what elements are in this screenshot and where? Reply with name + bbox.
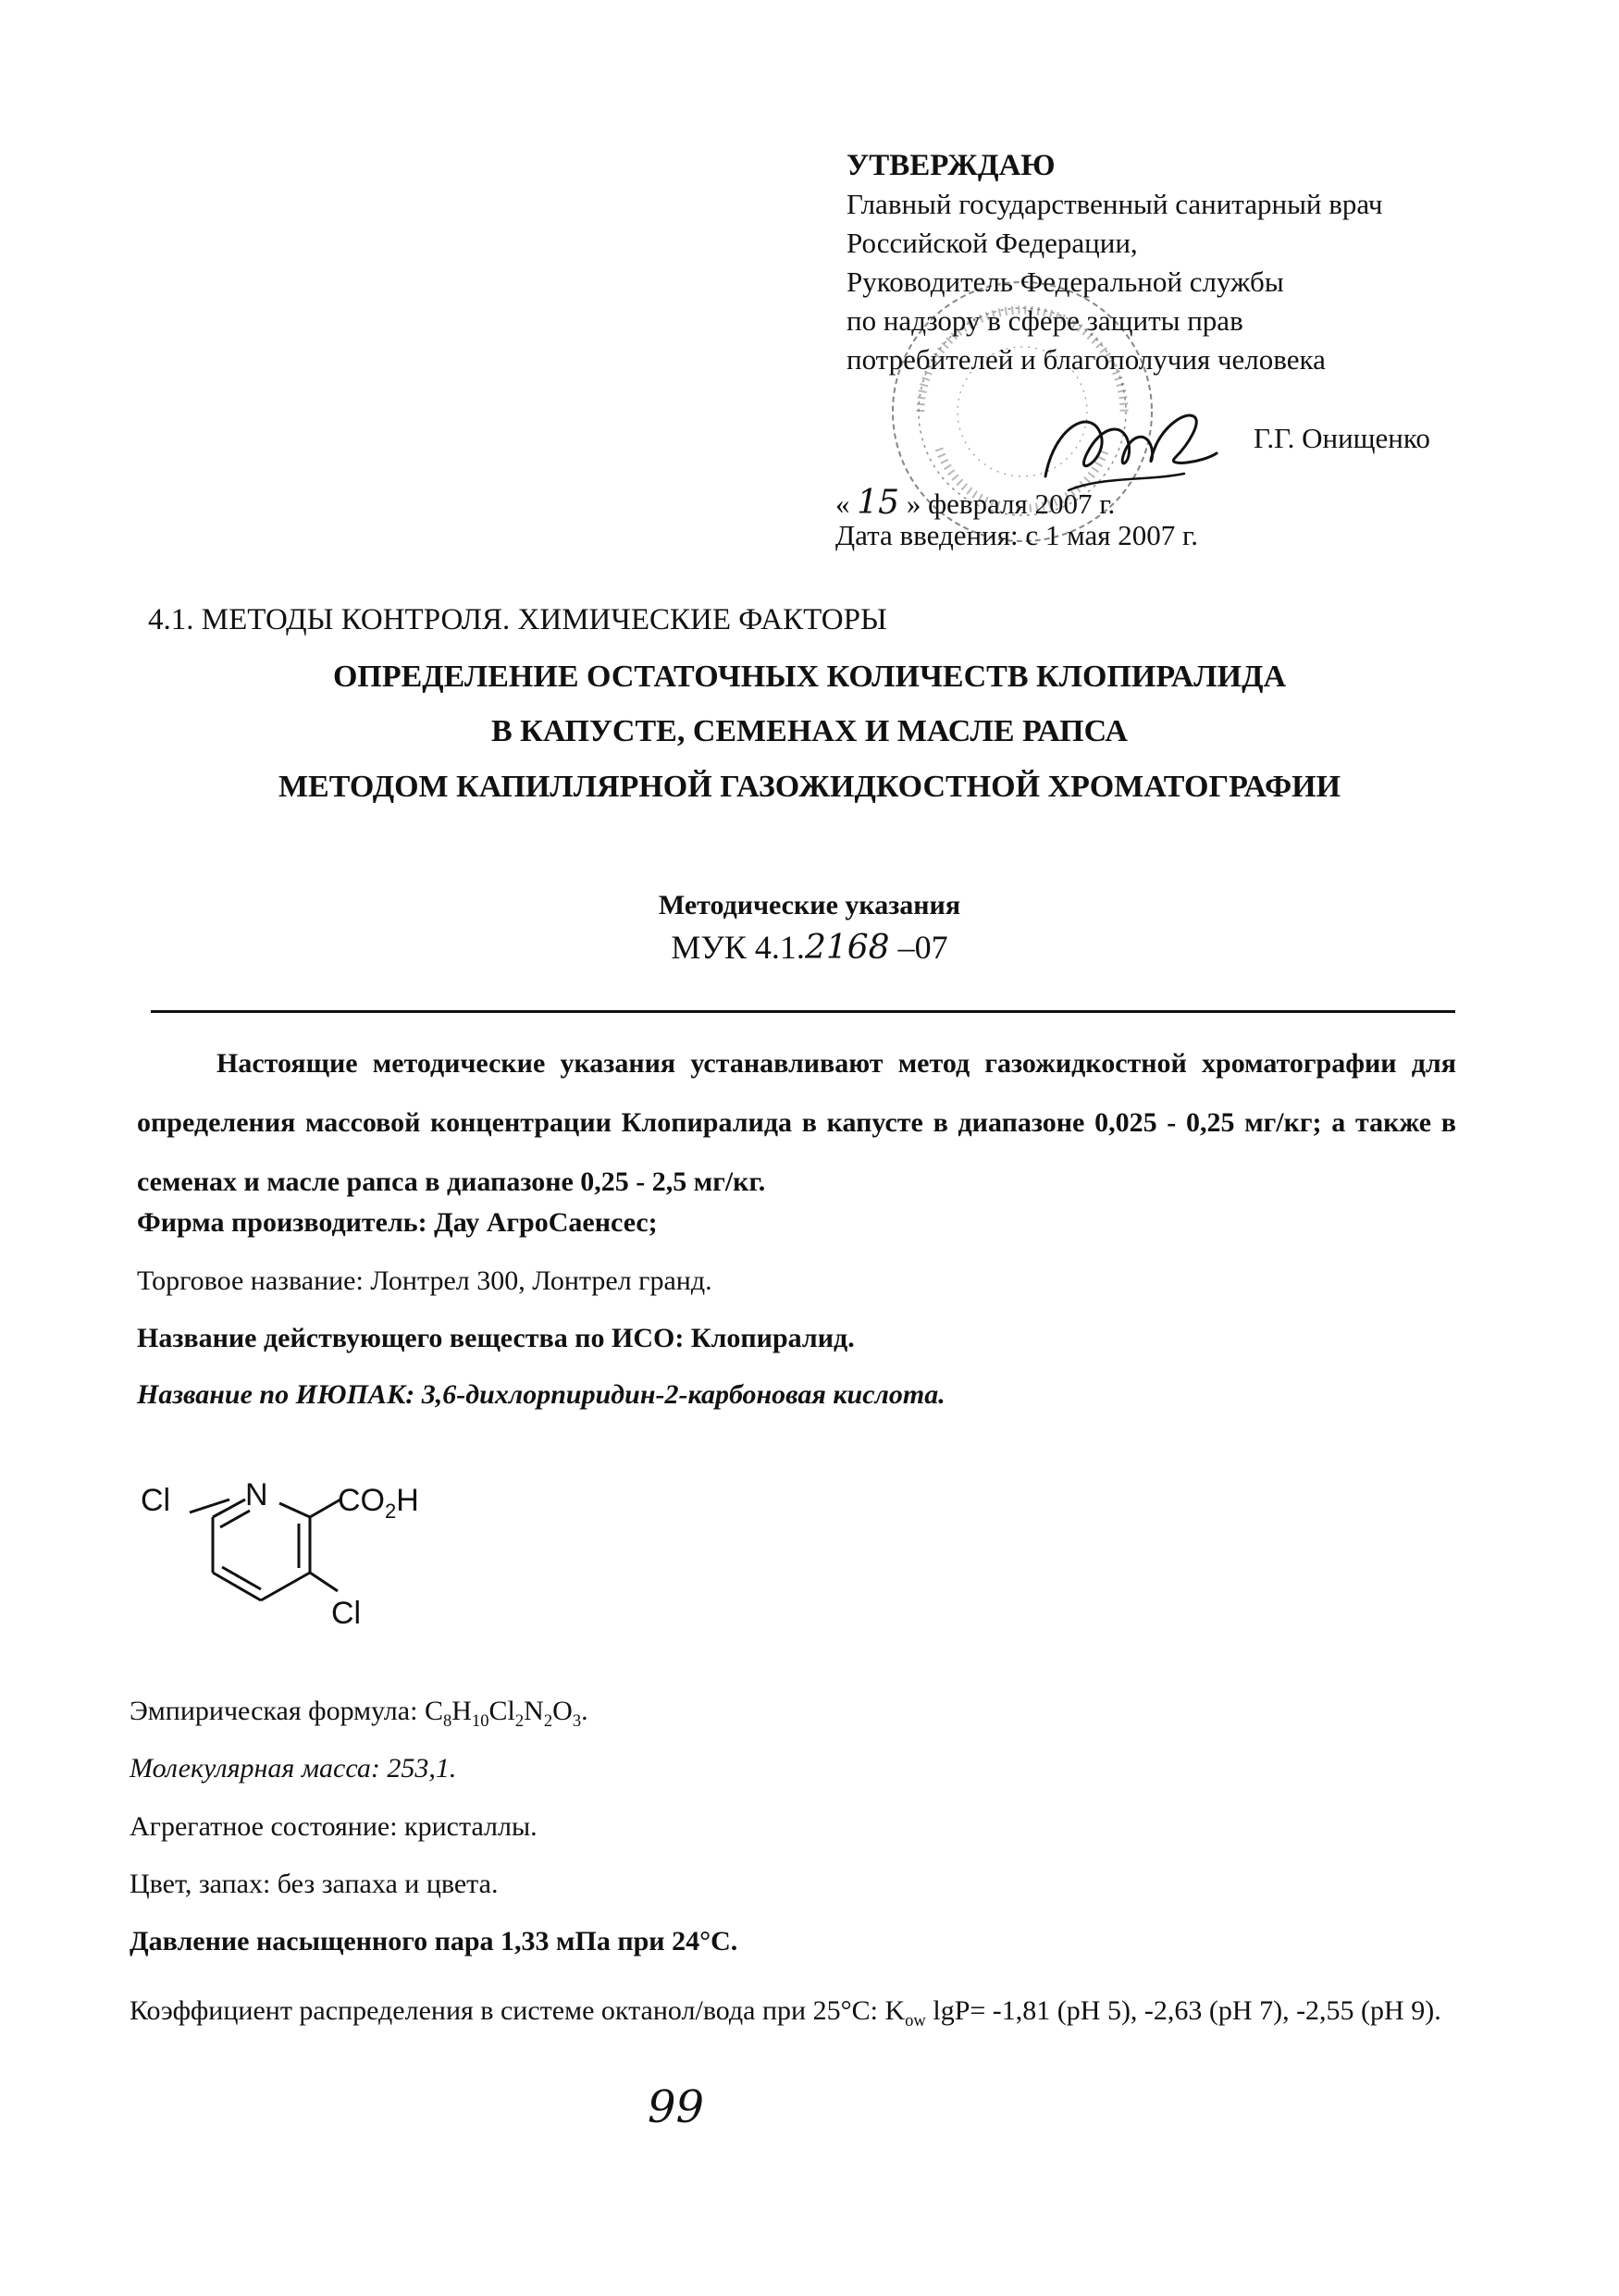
intro-paragraph: Настоящие методические указания устанавливают метод газожидкостной хроматографии для определения массовой концентрации Клопиралида в капусте в диапазоне 0,025 - 0,25 мг/кг; а также в семенах и масле рапса в диапазоне 0,25 - 2,5 мг/кг. (137, 1048, 1456, 1197)
bond-n-c2 (279, 1503, 310, 1517)
bond-c3-cl (310, 1573, 338, 1591)
document-code (0, 928, 1619, 967)
title-line-3: МЕТОДОМ КАПИЛЛЯРНОЙ ГАЗОЖИДКОСТНОЙ ХРОМАТОГРАФИИ (278, 770, 1341, 804)
vapor-pressure: Давление насыщенного пара 1,33 мПа при 24°С. (130, 1926, 738, 1957)
approval-line-5: потребителей и благополучия человека (847, 343, 1326, 376)
page-number: 99 (648, 2081, 705, 2133)
atom-cl-left: Cl (141, 1483, 171, 1518)
molecular-mass: Молекулярная масса: 253,1. (130, 1753, 457, 1784)
bond-c4-c5-double (222, 1567, 261, 1589)
section-heading: 4.1. МЕТОДЫ КОНТРОЛЯ. ХИМИЧЕСКИЕ ФАКТОРЫ (148, 603, 887, 636)
carboxyl-group: $CO_2H$ (338, 1483, 419, 1523)
approval-line-2: Российской Федерации, (847, 227, 1138, 259)
date-quote-open: « (835, 488, 850, 520)
bond-c2-carboxyl (310, 1500, 340, 1517)
aggregate-state: Агрегатное состояние: кристаллы. (130, 1811, 538, 1842)
approval-heading: УТВЕРЖДАЮ (847, 149, 1056, 182)
trade-name-line: Торговое название: Лонтрел 300, Лонтрел гранд. (137, 1265, 712, 1296)
document-code-prefix: МУК 4.1. (671, 929, 805, 966)
empirical-formula: Эмпирическая формула: $C_8H_{10}Cl_2N_2O_3$. (130, 1696, 588, 1731)
color-odor: Цвет, запах: без запаха и цвета. (130, 1869, 499, 1899)
title-line-2: В КАПУСТЕ, СЕМЕНАХ И МАСЛЕ РАПСА (490, 714, 1128, 748)
iso-name-line: Название действующего вещества по ИСО: Клопиралид. (137, 1323, 855, 1353)
approval-line-1: Главный государственный санитарный врач (847, 188, 1383, 220)
approval-line-3: Руководитель Федеральной службы (847, 265, 1284, 298)
manufacturer-line: Фирма производитель: Дау АгроСаенсес; (137, 1207, 658, 1238)
approval-line-4: по надзору в сфере защиты прав (847, 304, 1243, 337)
document-type: Методические указания (658, 890, 961, 920)
introduction-value: 1 мая 2007 г. (1044, 519, 1198, 551)
handwritten-signature (1036, 389, 1221, 509)
bond-c6-n-double (220, 1511, 250, 1527)
document-code-number: 2168 (804, 929, 890, 967)
introduction-label: Дата введения: с (835, 519, 1039, 551)
bond-c3-c4 (261, 1573, 310, 1600)
signatory-name: Г.Г. Онищенко (1254, 422, 1430, 454)
structural-formula (120, 1466, 426, 1637)
document-code-suffix: –07 (889, 929, 948, 966)
date-day-handwritten: 15 (857, 484, 900, 522)
partition-coefficient: Коэффициент распределения в системе октанол/вода при 25°С: $K_{ow}$ lgP= -1,81 (рН 5), -2,63 (рН 7), -2,55 (рН 9). (130, 1995, 1441, 2031)
date-month-year: » февраля 2007 г. (906, 488, 1116, 520)
horizontal-rule (151, 1010, 1455, 1013)
title-line-1: ОПРЕДЕЛЕНИЕ ОСТАТОЧНЫХ КОЛИЧЕСТВ КЛОПИРАЛИДА (332, 660, 1287, 694)
atom-cl-bottom: Cl (331, 1596, 362, 1631)
atom-n: N (245, 1477, 268, 1512)
iupac-name-line: Название по ИЮПАК: 3,6-дихлорпиридин-2-карбоновая кислота. (137, 1379, 945, 1410)
